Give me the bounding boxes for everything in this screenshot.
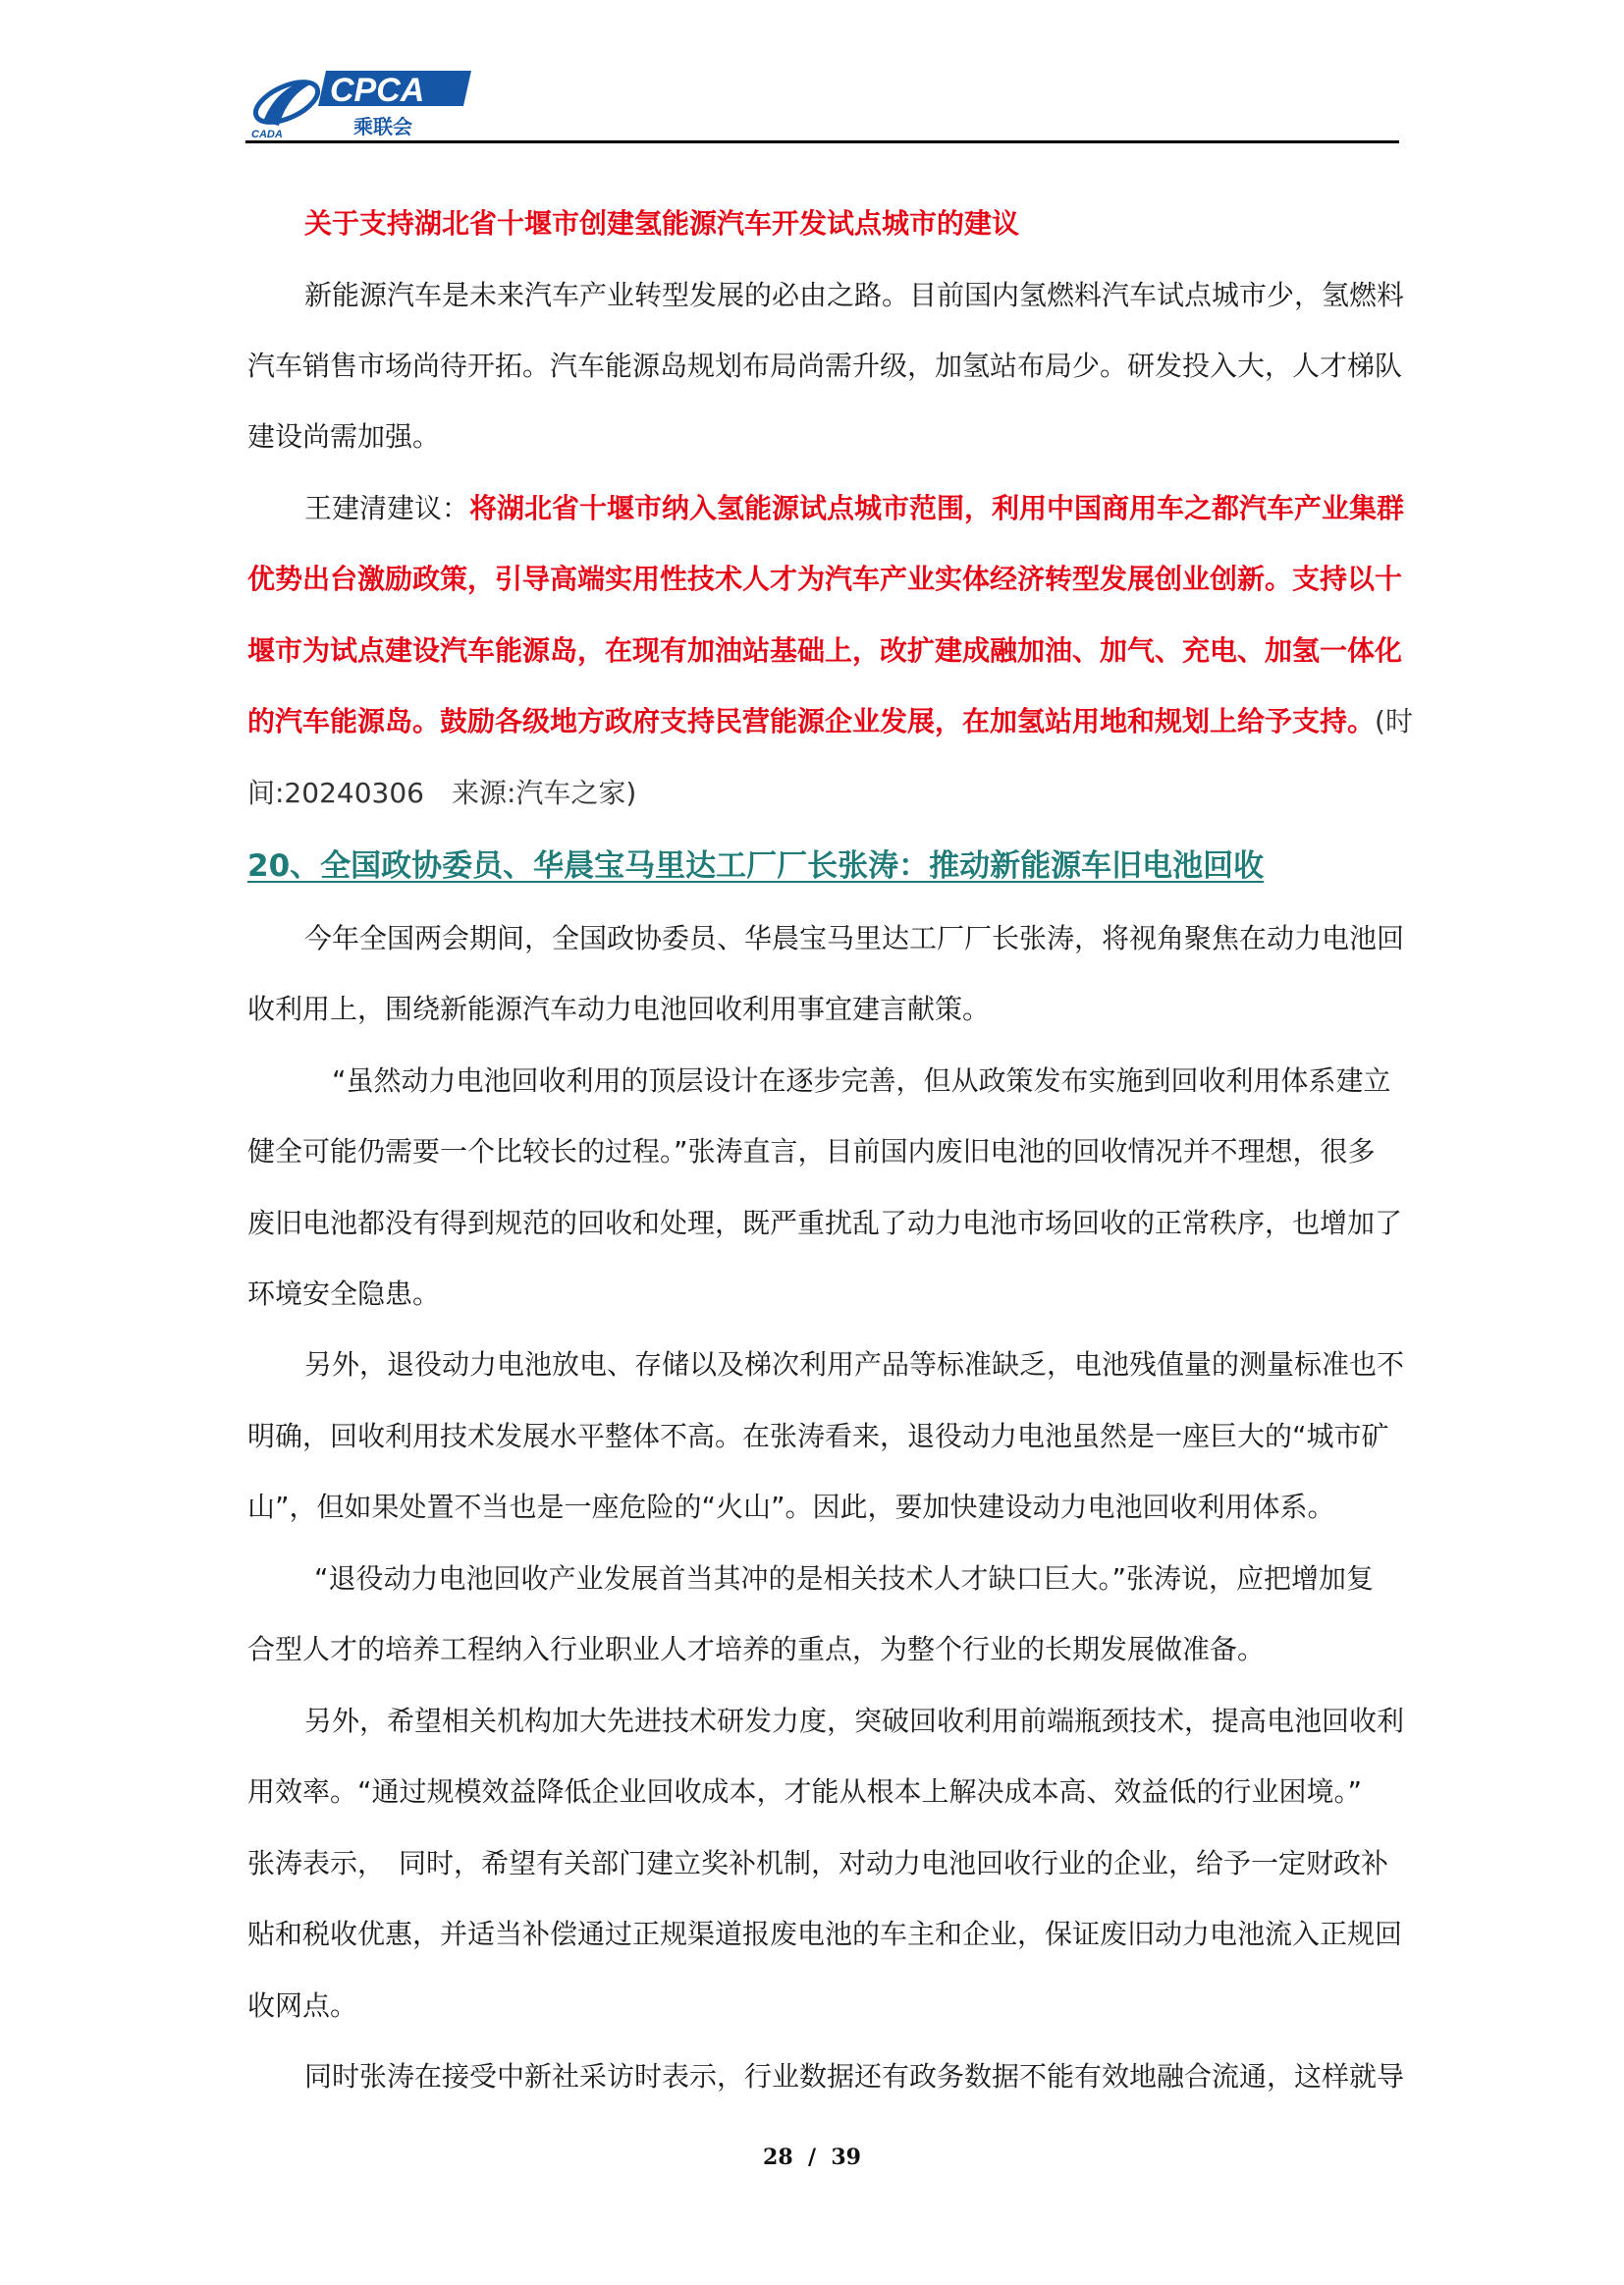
source-note: 间:20240306 来源:汽车之家): [247, 777, 637, 809]
paragraph-line: 张涛表示， 同时，希望有关部门建立奖补机制，对动力电池回收行业的企业，给予一定财政补: [247, 1847, 1389, 1879]
proposal-line: 优势出台激励政策，引导高端实用性技术人才为汽车产业实体经济转型发展创业创新。支持以十: [247, 563, 1403, 595]
paragraph-line: 建设尚需加强。: [247, 420, 441, 453]
paragraph-line: 废旧电池都没有得到规范的回收和处理，既严重扰乱了动力电池市场回收的正常秩序，也增加了: [247, 1207, 1403, 1239]
svg-text:乘联会: 乘联会: [353, 115, 412, 138]
header-divider: [245, 140, 1399, 143]
page-current: 28: [763, 2145, 793, 2170]
proposal-text: 将湖北省十堰市纳入氢能源试点城市范围，利用中国商用车之都汽车产业集群: [469, 492, 1405, 524]
paragraph-line: 合型人才的培养工程纳入行业职业人才培养的重点，为整个行业的长期发展做准备。: [247, 1633, 1266, 1665]
page-header: [245, 61, 1399, 141]
paragraph-line: “虽然动力电池回收利用的顶层设计在逐步完善，但从政策发布实施到回收利用体系建立: [332, 1064, 1391, 1097]
paragraph-line: 环境安全隐患。: [247, 1278, 441, 1310]
proposer-label: 王建清建议：: [304, 492, 470, 524]
proposal-text: 的汽车能源岛。鼓励各级地方政府支持民营能源企业发展，在加氢站用地和规划上给予支持。: [247, 705, 1376, 737]
section-title: 关于支持湖北省十堰市创建氢能源汽车开发试点城市的建议: [304, 207, 1020, 240]
proposal-line: 堰市为试点建设汽车能源岛，在现有加油站基础上，改扩建成融加油、加气、充电、加氢一体化: [247, 634, 1403, 667]
paragraph-line: 贴和税收优惠，并适当补偿通过正规渠道报废电池的车主和企业，保证废旧动力电池流入正规回: [247, 1918, 1403, 1950]
paragraph-line: 今年全国两会期间，全国政协委员、华晨宝马里达工厂厂长张涛，将视角聚焦在动力电池回: [304, 922, 1405, 954]
page-separator: /: [807, 2145, 817, 2170]
paragraph-line: 收利用上，围绕新能源汽车动力电池回收利用事宜建言献策。: [247, 993, 991, 1025]
svg-text:CPCA: CPCA: [330, 72, 425, 109]
paragraph-line: 用效率。“通过规模效益降低企业回收成本，才能从根本上解决成本高、效益低的行业困境。”: [247, 1775, 1363, 1808]
svg-text:CADA: CADA: [251, 129, 283, 140]
section-heading: 20、全国政协委员、华晨宝马里达工厂厂长张涛：推动新能源车旧电池回收: [247, 848, 1265, 884]
paragraph-line: 明确，回收利用技术发展水平整体不高。在张涛看来，退役动力电池虽然是一座巨大的“城市矿: [247, 1420, 1389, 1452]
paragraph-line: 同时张涛在接受中新社采访时表示，行业数据还有政务数据不能有效地融合流通，这样就导: [304, 2060, 1405, 2093]
paragraph-line: 另外，希望相关机构加大先进技术研发力度，突破回收利用前端瓶颈技术，提高电池回收利: [304, 1705, 1405, 1737]
paragraph-line: “退役动力电池回收产业发展首当其冲的是相关技术人才缺口巨大。”张涛说，应把增加复: [314, 1562, 1375, 1595]
paragraph-line: 山”，但如果处置不当也是一座危险的“火山”。因此，要加快建设动力电池回收利用体系。: [247, 1491, 1335, 1523]
paragraph-line: 新能源汽车是未来汽车产业转型发展的必由之路。目前国内氢燃料汽车试点城市少，氢燃料: [304, 279, 1405, 311]
paragraph-line: 收网点。: [247, 1989, 358, 2022]
paragraph-line: [304, 491, 1455, 526]
page-number: [0, 2145, 1624, 2170]
paragraph-line: 汽车销售市场尚待开拓。汽车能源岛规划布局尚需升级，加氢站布局少。研发投入大，人才梯队: [247, 350, 1403, 382]
cpca-logo: [245, 61, 476, 139]
paragraph-line: 另外，退役动力电池放电、存储以及梯次利用产品等标准缺乏，电池残值量的测量标准也不: [304, 1348, 1405, 1381]
paragraph-line: [247, 704, 1413, 739]
source-note: (时: [1375, 705, 1413, 737]
paragraph-line: 健全可能仍需要一个比较长的过程。”张涛直言，目前国内废旧电池的回收情况并不理想，很多: [247, 1135, 1376, 1168]
page-total: 39: [831, 2145, 861, 2170]
